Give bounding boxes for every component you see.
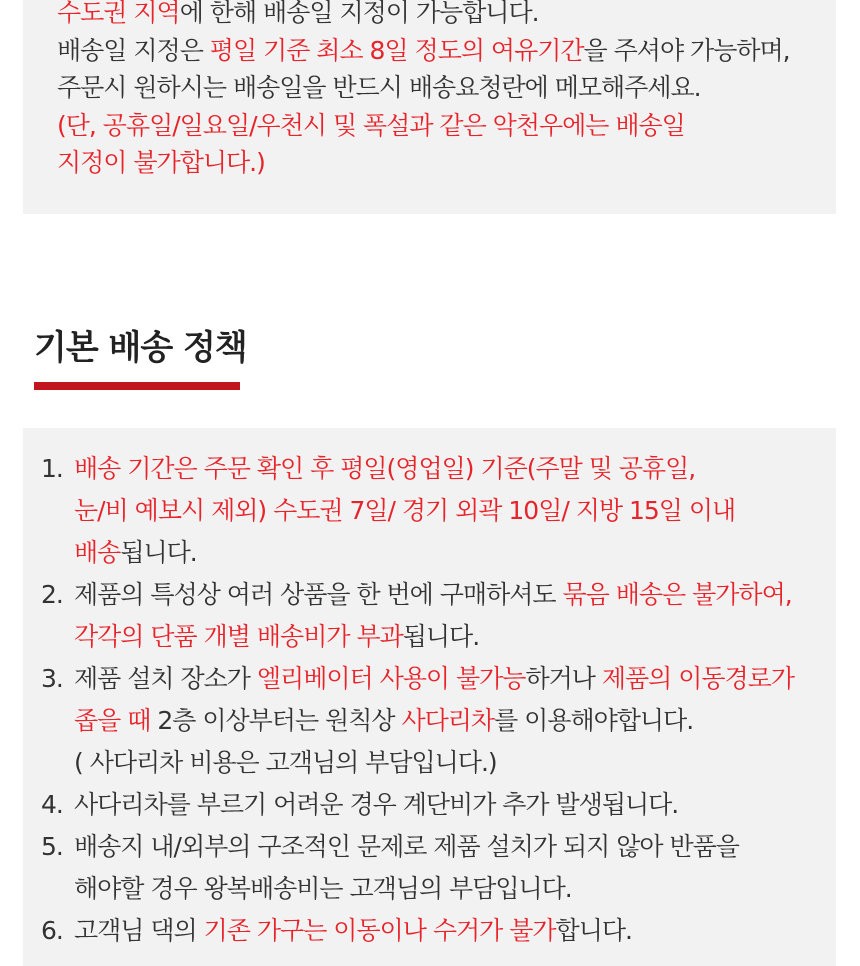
text-line	[57, 111, 790, 149]
highlight-text: 엘리베이터 사용이 불가능	[256, 664, 526, 693]
highlight-text: 눈/비 예보시 제외) 수도권 7일/ 경기 외곽 10일/ 지방 15일 이내	[74, 496, 736, 525]
policy-item-number: 4.	[41, 790, 63, 819]
text-line	[74, 574, 792, 616]
highlight-text: 배송	[74, 538, 121, 567]
policy-item-text	[74, 658, 794, 784]
text-line	[74, 532, 735, 574]
policy-item-text	[74, 448, 735, 574]
highlight-text: 각각의 단품 개별 배송비가 부과	[74, 622, 403, 651]
body-text: 주문시 원하시는 배송일을 반드시 배송요청란에 메모해주세요.	[57, 73, 701, 102]
policy-item-text	[74, 910, 632, 952]
highlight-text: 제품의 이동경로가	[601, 664, 795, 693]
body-text: 제품의 특성상 여러 상품을 한 번에 구매하셔도	[74, 580, 563, 609]
policy-item-number: 3.	[41, 664, 63, 693]
body-text: ( 사다리차 비용은 고객님의 부담입니다.)	[74, 748, 497, 777]
text-line	[74, 784, 678, 826]
highlight-text: 기존 가구는 이동이나 수거가 불가	[203, 916, 556, 945]
body-text: 제품 설치 장소가	[74, 664, 257, 693]
body-text: 배송지 내/외부의 구조적인 문제로 제품 설치가 되지 않아 반품을	[74, 832, 739, 861]
policy-item-text	[74, 826, 739, 910]
body-text: 해야할 경우 왕복배송비는 고객님의 부담입니다.	[74, 874, 572, 903]
body-text: 고객님 댁의	[74, 916, 204, 945]
highlight-text: 수도권 지역	[57, 0, 180, 27]
text-line	[74, 742, 794, 784]
highlight-text: 평일 기준 최소 8일 정도의 여유기간	[209, 35, 584, 65]
body-text: 됩니다.	[120, 538, 197, 567]
highlight-text: 지정이 불가합니다.)	[57, 148, 265, 177]
text-line	[57, 148, 790, 186]
policy-item-number: 6.	[41, 916, 63, 945]
body-text: 됩니다.	[402, 622, 480, 651]
text-line	[74, 826, 739, 868]
policy-item	[41, 658, 831, 784]
body-text: 하거나	[525, 664, 602, 693]
delivery-date-notice-box	[23, 0, 836, 214]
body-text: 를 이용해야합니다.	[494, 706, 694, 735]
policy-item-number: 1.	[41, 454, 63, 483]
body-text: 2층 이상부터는 원칙상	[150, 706, 402, 735]
text-line	[74, 910, 632, 952]
body-text: 배송일 지정은	[57, 35, 210, 65]
text-line	[57, 73, 790, 111]
policy-item	[41, 448, 831, 574]
text-line	[74, 868, 739, 910]
policy-item-text	[74, 574, 792, 658]
policy-item-number: 5.	[41, 832, 63, 861]
body-text: 을 주셔야 가능하며,	[583, 35, 790, 65]
highlight-text: 배송 기간은 주문 확인 후 평일(영업일) 기준(주말 및 공휴일,	[74, 454, 696, 483]
policy-item	[41, 910, 831, 952]
text-line	[74, 700, 794, 742]
highlight-text: (단, 공휴일/일요일/우천시 및 폭설과 같은 악천우에는 배송일	[57, 110, 685, 140]
body-text: 에 한해 배송일 지정이 가능합니다.	[179, 0, 539, 27]
policy-box	[23, 428, 836, 966]
text-line	[74, 616, 792, 658]
highlight-text: 좁을 때	[74, 706, 151, 735]
heading-underline	[34, 382, 240, 390]
policy-item	[41, 574, 831, 658]
policy-item	[41, 784, 831, 826]
body-text: 사다리차를 부르기 어려운 경우 계단비가 추가 발생됩니다.	[74, 790, 679, 819]
policy-item	[41, 826, 831, 910]
policy-item-number: 2.	[41, 580, 63, 609]
policy-list	[41, 448, 831, 952]
highlight-text: 묶음 배송은 불가하여,	[562, 580, 792, 609]
highlight-text: 사다리차	[401, 706, 495, 735]
text-line	[74, 448, 735, 490]
text-line	[57, 36, 790, 74]
text-line	[57, 0, 790, 36]
body-text: 합니다.	[555, 916, 632, 945]
notice-text-block	[57, 0, 790, 186]
policy-item-text	[74, 784, 678, 826]
text-line	[74, 658, 794, 700]
text-line	[74, 490, 735, 532]
section-heading: 기본 배송 정책	[34, 328, 247, 368]
